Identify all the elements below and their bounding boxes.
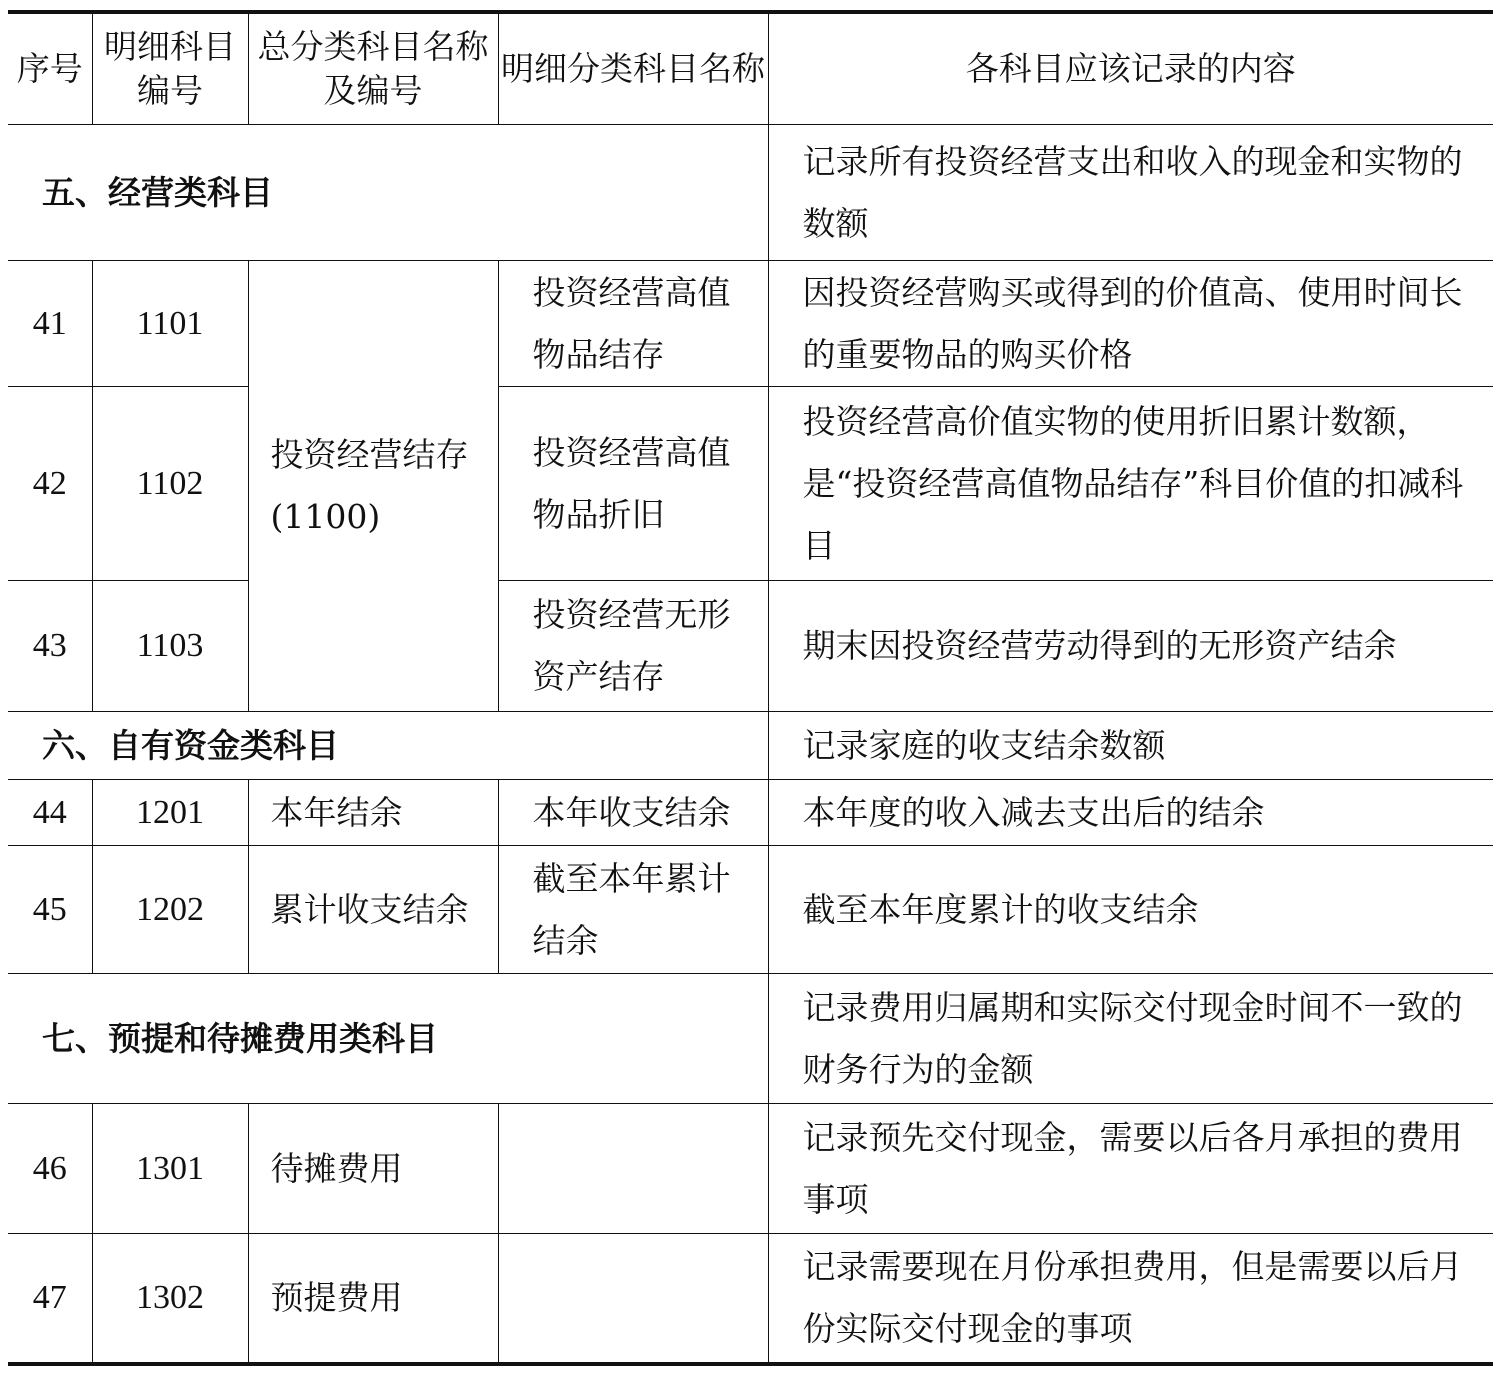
row-detail: 投资经营无形资产结存 — [498, 581, 768, 712]
row-code: 1102 — [92, 387, 248, 581]
row-content: 投资经营高价值实物的使用折旧累计数额，是“投资经营高值物品结存”科目价值的扣减科目 — [768, 387, 1493, 581]
row-detail: 本年收支结余 — [498, 780, 768, 846]
header-general: 总分类科目名称及编号 — [248, 12, 498, 125]
row-detail: 截至本年累计结余 — [498, 846, 768, 974]
row-seq: 44 — [8, 780, 92, 846]
table-row — [8, 581, 1493, 712]
section-description: 记录所有投资经营支出和收入的现金和实物的数额 — [768, 125, 1493, 261]
row-seq: 42 — [8, 387, 92, 581]
row-seq: 47 — [8, 1234, 92, 1364]
row-content: 本年度的收入减去支出后的结余 — [768, 780, 1493, 846]
row-code: 1201 — [92, 780, 248, 846]
row-content: 因投资经营购买或得到的价值高、使用时间长的重要物品的购买价格 — [768, 261, 1493, 387]
row-general: 累计收支结余 — [248, 846, 498, 974]
section-title: 五、经营类科目 — [8, 125, 768, 261]
row-detail — [498, 1104, 768, 1234]
section-row — [8, 712, 1493, 780]
row-seq: 45 — [8, 846, 92, 974]
account-table — [8, 10, 1493, 1366]
row-code: 1101 — [92, 261, 248, 387]
row-content: 记录需要现在月份承担费用，但是需要以后月份实际交付现金的事项 — [768, 1234, 1493, 1364]
row-seq: 43 — [8, 581, 92, 712]
row-detail: 投资经营高值物品结存 — [498, 261, 768, 387]
row-detail: 投资经营高值物品折旧 — [498, 387, 768, 581]
header-detail-name: 明细分类科目名称 — [498, 12, 768, 125]
row-content: 期末因投资经营劳动得到的无形资产结余 — [768, 581, 1493, 712]
row-code: 1302 — [92, 1234, 248, 1364]
row-general: 投资经营结存(1100) — [248, 261, 498, 712]
table-row — [8, 780, 1493, 846]
row-code: 1301 — [92, 1104, 248, 1234]
header-detail-code: 明细科目编号 — [92, 12, 248, 125]
row-general: 本年结余 — [248, 780, 498, 846]
row-content: 截至本年度累计的收支结余 — [768, 846, 1493, 974]
row-content: 记录预先交付现金，需要以后各月承担的费用事项 — [768, 1104, 1493, 1234]
row-code: 1103 — [92, 581, 248, 712]
table-row — [8, 846, 1493, 974]
row-general: 预提费用 — [248, 1234, 498, 1364]
table-row — [8, 1104, 1493, 1234]
row-seq: 41 — [8, 261, 92, 387]
row-code: 1202 — [92, 846, 248, 974]
table-row — [8, 1234, 1493, 1364]
table-row — [8, 387, 1493, 581]
section-title: 六、自有资金类科目 — [8, 712, 768, 780]
header-content: 各科目应该记录的内容 — [768, 12, 1493, 125]
row-seq: 46 — [8, 1104, 92, 1234]
row-general: 待摊费用 — [248, 1104, 498, 1234]
account-table-container — [8, 10, 1493, 1366]
section-row — [8, 974, 1493, 1104]
section-description: 记录家庭的收支结余数额 — [768, 712, 1493, 780]
section-description: 记录费用归属期和实际交付现金时间不一致的财务行为的金额 — [768, 974, 1493, 1104]
section-title: 七、预提和待摊费用类科目 — [8, 974, 768, 1104]
header-row — [8, 12, 1493, 125]
section-row — [8, 125, 1493, 261]
table-row — [8, 261, 1493, 387]
row-detail — [498, 1234, 768, 1364]
header-seq: 序号 — [8, 12, 92, 125]
